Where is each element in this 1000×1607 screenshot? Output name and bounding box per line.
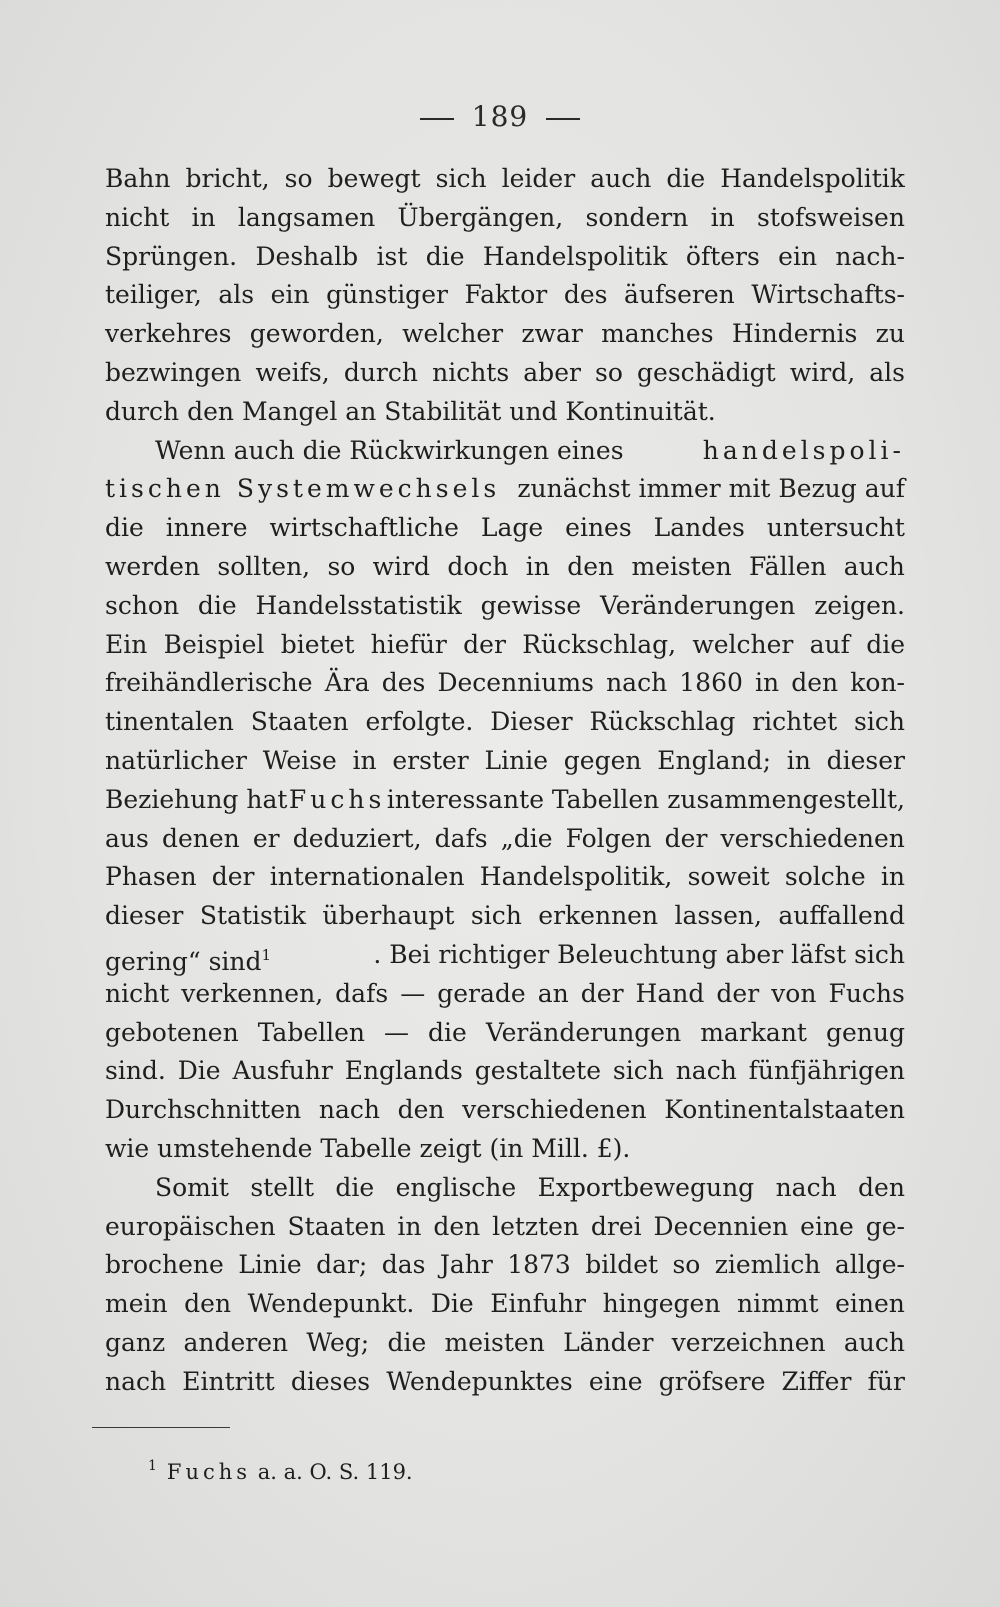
text-segment: interessante Tabellen zusammengestellt,	[386, 784, 905, 814]
word: erfolgte.	[365, 707, 474, 737]
footnote-separator	[92, 1427, 230, 1428]
word: sind.	[105, 1056, 166, 1086]
text-line	[105, 664, 905, 703]
word: welcher	[402, 319, 504, 349]
word: manches	[601, 319, 714, 349]
word: welcher	[692, 629, 794, 659]
word: Länder	[563, 1327, 654, 1357]
word: eines	[565, 513, 632, 543]
word: brochene	[105, 1250, 224, 1280]
word: für	[867, 1366, 905, 1396]
text-segment	[105, 936, 271, 975]
text-line	[105, 509, 905, 548]
word: nimmt	[737, 1289, 819, 1319]
word: so	[327, 551, 356, 581]
word: nach	[675, 1056, 737, 1086]
word: kon-	[850, 668, 905, 698]
word: durch	[343, 357, 418, 387]
word: tinentalen	[105, 707, 234, 737]
word: zu	[875, 319, 905, 349]
word: natürlicher	[105, 745, 247, 775]
word: englische	[395, 1172, 517, 1202]
word: nach	[775, 1172, 837, 1202]
word: in	[710, 202, 735, 232]
page-header	[0, 100, 1000, 133]
word: in	[880, 862, 905, 892]
word: Veränderungen	[600, 590, 796, 620]
word: Kontinentalstaaten	[664, 1095, 905, 1125]
word: Staaten	[287, 1211, 386, 1241]
word: anderen	[183, 1327, 289, 1357]
text-line	[105, 1208, 905, 1247]
word: in	[352, 745, 377, 775]
word: letzten	[492, 1211, 580, 1241]
word: bietet	[280, 629, 355, 659]
word: Dieser	[490, 707, 573, 737]
word: er	[252, 823, 280, 853]
text-line	[105, 626, 905, 665]
word: —	[384, 1017, 410, 1047]
text-line	[105, 975, 905, 1014]
text-line: durch den Mangel an Stabilität und Kontinuität.	[105, 396, 716, 426]
word: genug	[825, 1017, 905, 1047]
text-line	[105, 1052, 905, 1091]
word: auch	[843, 551, 905, 581]
word: Wendepunktes	[386, 1366, 573, 1396]
text-line	[105, 1246, 905, 1285]
word: aber	[523, 357, 581, 387]
word: freihändlerische	[105, 668, 313, 698]
word: wird,	[789, 357, 856, 387]
word: gröfsere	[658, 1366, 766, 1396]
word: doch	[447, 551, 509, 581]
word: Bahn	[105, 164, 171, 193]
word: solche	[784, 862, 866, 892]
word: Ein	[105, 629, 148, 659]
word: auch	[843, 1327, 905, 1357]
word: Ziffer	[781, 1366, 852, 1396]
word: die	[428, 1017, 467, 1047]
word: ein	[778, 241, 818, 271]
text-line	[105, 548, 905, 587]
word: den	[184, 1289, 232, 1319]
word: den	[791, 668, 839, 698]
word: markant	[700, 1017, 807, 1047]
text-line	[105, 1324, 905, 1363]
text-segment: gering“ sind	[105, 946, 262, 976]
word: internationalen	[269, 862, 465, 892]
word: Jahr	[439, 1250, 493, 1280]
word: Rückschlag,	[522, 629, 677, 659]
text-line	[105, 820, 905, 859]
text-line	[105, 1091, 905, 1130]
word: der	[664, 823, 708, 853]
word: bricht,	[185, 164, 270, 193]
word: Phasen	[105, 862, 197, 892]
word: ein	[270, 280, 310, 310]
word: in	[786, 745, 811, 775]
word: verschiedenen	[720, 823, 905, 853]
word: Ausfuhr	[232, 1056, 333, 1086]
word: einen	[835, 1289, 905, 1319]
text-segment: . Bei richtiger Beleuchtung aber läfst sich	[373, 939, 905, 969]
word: der	[211, 862, 255, 892]
text-line	[105, 238, 905, 277]
word: Weg;	[306, 1327, 370, 1357]
header-dash-right	[546, 118, 580, 120]
word: Lage	[480, 513, 544, 543]
word: eine	[800, 1211, 854, 1241]
text-line	[105, 742, 905, 781]
word: Linie	[238, 1250, 302, 1280]
word: den	[567, 551, 615, 581]
word: europäischen	[105, 1211, 276, 1241]
footnote	[148, 1458, 413, 1484]
word: wird	[372, 551, 430, 581]
word: Hand	[635, 978, 705, 1008]
spaced-term: tischen Systemwechsels	[105, 474, 501, 504]
word: Handelspolitik	[482, 241, 668, 271]
word: Fuchs	[828, 978, 905, 1008]
word: den	[397, 1095, 445, 1125]
word: in	[525, 551, 550, 581]
word: geworden,	[249, 319, 384, 349]
word: Handelspolitik,	[479, 862, 673, 892]
word: Statistik	[199, 901, 306, 931]
word: Sprüngen.	[105, 241, 238, 271]
word: die	[425, 241, 465, 271]
word: gerade	[437, 978, 526, 1008]
word: Eintritt	[182, 1366, 275, 1396]
word: Beispiel	[163, 629, 265, 659]
text-line	[105, 315, 905, 354]
word: Faktor	[464, 280, 548, 310]
word: drei	[590, 1211, 642, 1241]
word: dieses	[290, 1366, 371, 1396]
word: so	[672, 1250, 701, 1280]
word: deduziert,	[292, 823, 422, 853]
word: Veränderungen	[485, 1017, 682, 1047]
spaced-term: handelspoli-	[702, 435, 905, 465]
text-segment: Wenn auch die Rückwirkungen eines	[155, 435, 624, 465]
word: schon	[105, 590, 180, 620]
word: das	[381, 1250, 426, 1280]
word: sich	[612, 1056, 664, 1086]
word: Durchschnitten	[105, 1095, 302, 1125]
word: werden	[105, 551, 201, 581]
word: untersucht	[766, 513, 905, 543]
word: Handelsstatistik	[255, 590, 462, 620]
word: dar;	[316, 1250, 368, 1280]
author-name: Fuchs	[288, 784, 386, 814]
word: Die	[430, 1289, 474, 1319]
text-line	[105, 858, 905, 897]
word: ziemlich	[714, 1250, 821, 1280]
word: nichts	[432, 357, 510, 387]
word: meisten	[444, 1327, 545, 1357]
page-number: 189	[471, 100, 529, 133]
word: verkennen,	[181, 978, 324, 1008]
word: günstiger	[326, 280, 448, 310]
word: zeigen.	[814, 590, 905, 620]
word: gegen	[563, 745, 642, 775]
text-line	[105, 160, 905, 199]
word: richtet	[752, 707, 838, 737]
word: Wirtschafts-	[751, 280, 905, 310]
word: Decenniums	[437, 668, 594, 698]
word: erster	[392, 745, 469, 775]
word: Linie	[484, 745, 549, 775]
text-line	[105, 1363, 905, 1402]
word: Die	[177, 1056, 221, 1086]
word: 1873	[507, 1250, 571, 1280]
footnote-text: a. a. O. S. 119.	[257, 1460, 413, 1484]
text-line	[105, 1285, 905, 1324]
word: Einfuhr	[490, 1289, 587, 1319]
word: mein	[105, 1289, 168, 1319]
word: in	[191, 202, 216, 232]
word: stellt	[250, 1172, 315, 1202]
word: dieser	[105, 901, 184, 931]
word: der	[463, 629, 506, 659]
word: teiliger,	[105, 280, 202, 310]
word: fünfjährigen	[748, 1056, 905, 1086]
word: 1860	[679, 668, 743, 698]
word: allge-	[834, 1250, 905, 1280]
header-dash-left	[420, 118, 454, 120]
word: nach	[606, 668, 668, 698]
word: sich	[435, 164, 487, 193]
footnote-mark: 1	[148, 1458, 157, 1474]
text-line	[105, 897, 905, 936]
word: Ära	[324, 668, 370, 698]
word: den	[433, 1211, 481, 1241]
word: zwar	[521, 319, 583, 349]
word: Decennien	[653, 1211, 789, 1241]
text-line	[105, 703, 905, 742]
text-line	[105, 199, 905, 238]
text-line	[105, 1014, 905, 1053]
word: von	[771, 978, 817, 1008]
word: die	[666, 164, 706, 193]
word: Deshalb	[255, 241, 359, 271]
word: ganz	[105, 1327, 166, 1357]
word: Englands	[344, 1056, 463, 1086]
word: Folgen	[565, 823, 652, 853]
word: verkehres	[105, 319, 232, 349]
word: überhaupt	[322, 901, 455, 931]
word: die	[105, 513, 144, 543]
word: verschiedenen	[462, 1095, 647, 1125]
text-line	[105, 276, 905, 315]
text-line	[105, 781, 905, 820]
word: dafs	[434, 823, 488, 853]
word: hiefür	[370, 629, 447, 659]
word: Landes	[653, 513, 745, 543]
word: bildet	[585, 1250, 659, 1280]
word: wirtschaftliche	[269, 513, 459, 543]
word: Somit	[155, 1172, 229, 1202]
word: verzeichnen	[671, 1327, 826, 1357]
footnote-reference[interactable]: 1	[261, 945, 272, 964]
word: bezwingen	[105, 357, 242, 387]
word: des	[381, 668, 426, 698]
word: auffallend	[778, 901, 905, 931]
word: nach	[105, 1366, 167, 1396]
word: des	[563, 280, 608, 310]
text-line: wie umstehende Tabelle zeigt (in Mill. £).	[105, 1133, 631, 1163]
word: die	[387, 1327, 427, 1357]
word: innere	[165, 513, 248, 543]
word: in	[397, 1211, 422, 1241]
word: sich	[470, 901, 522, 931]
word: öfters	[685, 241, 760, 271]
word: nicht	[105, 202, 170, 232]
body-text	[105, 160, 905, 1402]
word: den	[858, 1172, 905, 1202]
word: weifs,	[255, 357, 330, 387]
word: als	[218, 280, 255, 310]
word: aus	[105, 823, 149, 853]
word: auf	[809, 629, 850, 659]
word: Weise	[262, 745, 337, 775]
word: stofsweisen	[757, 202, 905, 232]
word: eine	[588, 1366, 643, 1396]
word: —	[400, 978, 426, 1008]
word: Rückschlag	[589, 707, 736, 737]
text-line	[105, 354, 905, 393]
word: auch	[590, 164, 652, 193]
word: in	[755, 668, 780, 698]
word: an	[537, 978, 569, 1008]
word: äufseren	[624, 280, 735, 310]
word: leider	[501, 164, 576, 193]
word: dieser	[826, 745, 905, 775]
word: meisten	[631, 551, 732, 581]
word: England;	[657, 745, 772, 775]
word: soweit	[687, 862, 770, 892]
word: „die	[500, 823, 553, 853]
text-line	[105, 936, 905, 975]
word: Hindernis	[731, 319, 858, 349]
word: Tabellen	[257, 1017, 366, 1047]
word: die	[335, 1172, 375, 1202]
word: Wendepunkt.	[247, 1289, 415, 1319]
word: die	[197, 590, 237, 620]
word: sich	[854, 707, 905, 737]
word: der	[580, 978, 624, 1008]
word: die	[866, 629, 905, 659]
text-line	[105, 1169, 905, 1208]
word: nicht	[105, 978, 170, 1008]
word: ge-	[865, 1211, 905, 1241]
word: denen	[161, 823, 240, 853]
word: bewegt	[327, 164, 421, 193]
text-line	[105, 432, 905, 471]
text-segment: zunächst immer mit Bezug auf	[517, 474, 905, 504]
word: so	[595, 357, 623, 387]
text-segment: Beziehung hat	[105, 784, 288, 814]
word: so	[284, 164, 313, 193]
word: Fällen	[749, 551, 827, 581]
text-line	[105, 587, 905, 626]
word: gewisse	[480, 590, 582, 620]
word: geschädigt	[637, 357, 776, 387]
word: erkennen	[538, 901, 659, 931]
word: als	[869, 357, 905, 387]
footnote-author: Fuchs	[166, 1460, 252, 1484]
word: dafs	[335, 978, 389, 1008]
word: nach	[318, 1095, 380, 1125]
word: langsamen	[237, 202, 376, 232]
word: sollten,	[217, 551, 311, 581]
word: Staaten	[250, 707, 349, 737]
word: hingegen	[602, 1289, 721, 1319]
word: gebotenen	[105, 1017, 239, 1047]
text-line	[105, 470, 905, 509]
word: Exportbewegung	[537, 1172, 755, 1202]
word: lassen,	[674, 901, 762, 931]
word: Übergängen,	[397, 202, 564, 232]
word: Handelspolitik	[720, 164, 905, 193]
word: der	[716, 978, 760, 1008]
word: ist	[376, 241, 408, 271]
word: nach-	[835, 241, 905, 271]
word: gestaltete	[474, 1056, 602, 1086]
word: sondern	[585, 202, 689, 232]
